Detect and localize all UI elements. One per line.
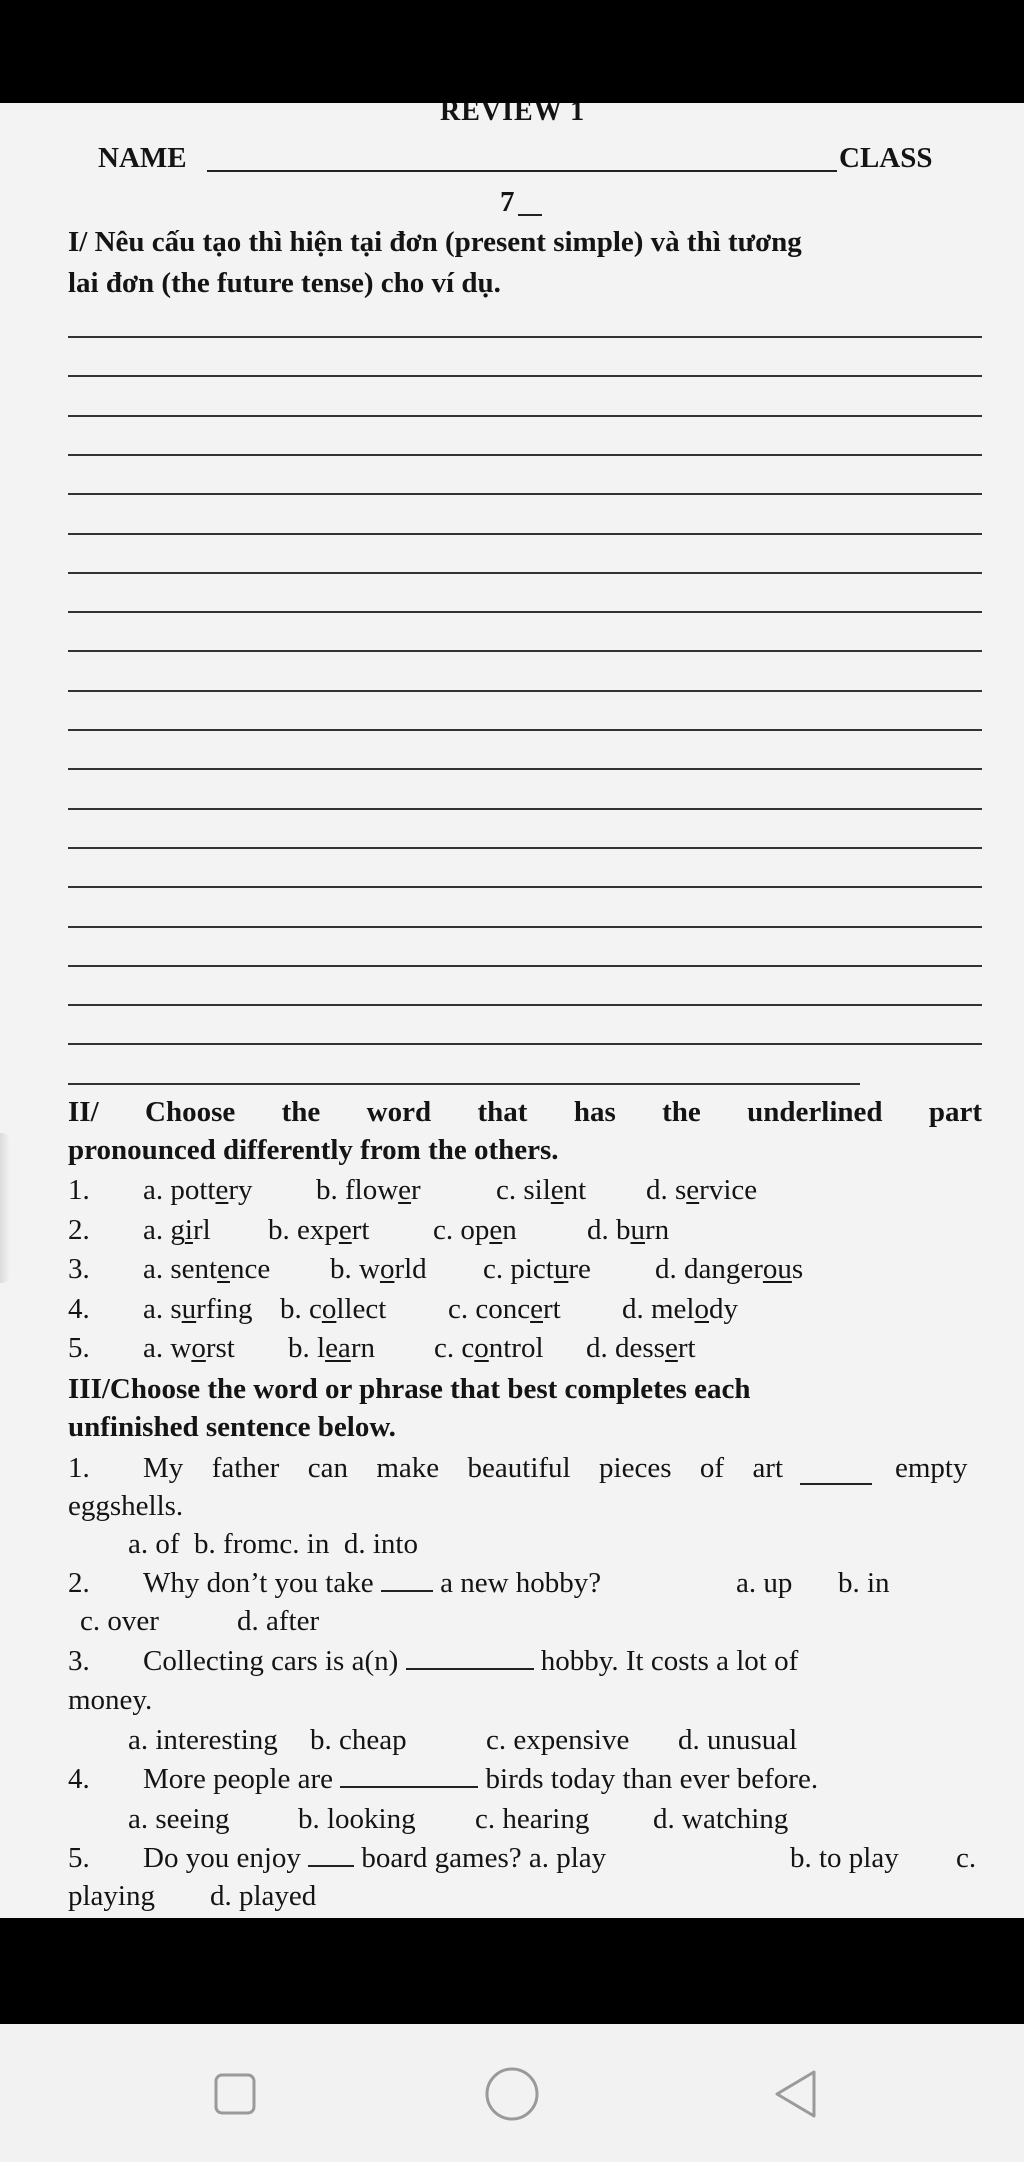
worksheet-page — [0, 103, 1024, 1918]
option-text: ntrol — [488, 1332, 544, 1364]
answer-line — [68, 415, 982, 417]
q5-before: Do you enjoy — [143, 1842, 301, 1874]
q1-stem-word: father — [211, 1452, 280, 1484]
q2-after: a new hobby? — [440, 1567, 602, 1599]
question-number: 5. — [68, 1332, 90, 1364]
section2-heading-word: word — [366, 1096, 432, 1128]
q4-option-d: d. watching — [653, 1803, 789, 1835]
bottom-black-bar — [0, 1918, 1024, 2024]
pronunciation-option — [587, 1213, 669, 1247]
question-number: 3. — [68, 1253, 90, 1285]
q2-option-c: c. over — [80, 1605, 159, 1637]
q1-option-b: b. from — [194, 1528, 280, 1560]
underlined-letters: o — [191, 1332, 206, 1364]
answer-line — [68, 611, 982, 613]
underlined-letters: o — [321, 1292, 337, 1325]
option-text: rn — [350, 1332, 375, 1364]
section2-heading-word: Choose — [145, 1096, 236, 1128]
q5-stem — [143, 1841, 606, 1875]
q5-number: 5. — [68, 1842, 90, 1874]
pronunciation-option — [655, 1252, 803, 1286]
option-text: c. conc — [448, 1292, 531, 1325]
section2-heading-word: II/ — [68, 1096, 99, 1128]
pronunciation-option — [143, 1173, 253, 1207]
section2-heading-word: part — [928, 1096, 983, 1128]
q5-option-d: d. played — [210, 1880, 317, 1912]
option-text: b. w — [330, 1253, 380, 1285]
q3-after: hobby. It costs a lot of — [540, 1645, 799, 1677]
pronunciation-option — [586, 1331, 696, 1365]
q1-stem-word: beautiful — [467, 1452, 571, 1484]
q5-after: board games? — [361, 1842, 522, 1874]
section1-instruction-line2: lai đơn (the future tense) cho ví dụ. — [68, 267, 501, 299]
underlined-letters: e — [489, 1213, 503, 1246]
underlined-letters: e — [338, 1213, 352, 1246]
q1-after-blank: empty — [895, 1452, 968, 1484]
option-text: b. exp — [268, 1213, 339, 1246]
question-number: 2. — [68, 1213, 90, 1246]
q1-stem-word: My — [143, 1452, 184, 1484]
q2-option-b: b. in — [838, 1567, 890, 1599]
underlined-letters: e — [398, 1174, 412, 1206]
answer-line — [68, 965, 982, 967]
option-text: nce — [229, 1253, 271, 1285]
option-text: a. pott — [143, 1174, 216, 1206]
section2-heading-word: that — [477, 1096, 528, 1128]
underlined-letters: e — [215, 1174, 229, 1206]
pronunciation-option — [143, 1252, 270, 1286]
answer-line — [68, 533, 982, 535]
q2-option-d: d. after — [237, 1605, 320, 1637]
answer-line — [68, 650, 982, 652]
underlined-letters: o — [379, 1253, 395, 1285]
circle-icon — [484, 2066, 540, 2122]
q1-stem-word: art — [752, 1452, 784, 1484]
top-black-bar — [0, 0, 1024, 103]
underlined-letters: ea — [325, 1332, 351, 1364]
pronunciation-option — [496, 1173, 586, 1207]
q1-stem-word: make — [376, 1452, 440, 1484]
answer-line — [68, 926, 982, 928]
q1-option-d: d. into — [343, 1528, 418, 1560]
q5-answer-blank — [308, 1841, 354, 1867]
underlined-letters: u — [553, 1253, 569, 1285]
q5-option-c-label: c. — [956, 1842, 977, 1874]
answer-line — [68, 336, 982, 338]
question-number: 1. — [68, 1174, 90, 1206]
worksheet-title: REVIEW 1 — [440, 103, 586, 127]
q3-stem — [143, 1644, 798, 1678]
class-label: CLASS — [839, 142, 933, 174]
option-text: rvice — [699, 1174, 758, 1206]
option-text: a. w — [143, 1332, 192, 1364]
option-text: d. mel — [622, 1292, 695, 1325]
option-text: c. c — [434, 1332, 475, 1364]
option-text: a. sent — [143, 1253, 218, 1285]
section2-heading-word: has — [573, 1096, 616, 1128]
q3-option-d: d. unusual — [678, 1724, 798, 1756]
q3-option-c: c. expensive — [486, 1724, 630, 1756]
option-text: rfing — [196, 1292, 253, 1325]
q3-stem-line2: money. — [68, 1684, 153, 1716]
q4-option-c: c. hearing — [475, 1803, 590, 1835]
answer-line — [68, 808, 982, 810]
option-text: r — [411, 1174, 421, 1206]
section3-heading-line2: unfinished sentence below. — [68, 1411, 396, 1443]
q1-option-c: c. in — [279, 1528, 330, 1560]
underlined-letters: ou — [762, 1253, 792, 1285]
option-text: c. pict — [483, 1253, 554, 1285]
q3-number: 3. — [68, 1645, 90, 1677]
option-text: nt — [563, 1174, 587, 1206]
name-blank — [207, 170, 837, 172]
answer-line — [68, 1004, 982, 1006]
underlined-letters: o — [694, 1292, 709, 1325]
q1-options — [128, 1527, 418, 1561]
pronunciation-option — [316, 1173, 421, 1207]
pronunciation-option — [280, 1292, 386, 1326]
q3-option-b: b. cheap — [310, 1724, 407, 1756]
pronunciation-option — [143, 1331, 235, 1365]
underlined-letters: e — [550, 1174, 564, 1206]
home-button[interactable] — [482, 2064, 542, 2124]
option-text: rt — [351, 1213, 370, 1246]
q3-answer-blank — [406, 1644, 534, 1670]
answer-line — [68, 454, 982, 456]
pronunciation-option — [330, 1252, 427, 1286]
q1-stem-word: can — [307, 1452, 348, 1484]
pronunciation-option — [268, 1213, 369, 1247]
system-navigation-bar — [0, 2024, 1024, 2162]
option-text: n — [502, 1213, 517, 1246]
q4-option-b: b. looking — [298, 1803, 416, 1835]
underlined-letters: e — [686, 1174, 700, 1206]
q4-number: 4. — [68, 1763, 90, 1795]
back-button[interactable] — [765, 2064, 825, 2124]
q4-answer-blank — [340, 1762, 478, 1788]
square-icon — [213, 2072, 257, 2116]
answer-line — [68, 690, 982, 692]
back-triangle-icon — [771, 2068, 819, 2120]
option-text: dy — [709, 1292, 738, 1325]
section1-instruction-line1: I/ Nêu cấu tạo thì hiện tại đơn (present simple) và thì tương — [68, 226, 802, 258]
class-value: 7 — [500, 186, 515, 218]
option-text: c. op — [433, 1213, 490, 1246]
option-text: b. flow — [316, 1174, 399, 1206]
section2-heading-word: the — [662, 1096, 701, 1128]
underlined-letters: e — [217, 1253, 230, 1285]
option-text: b. c — [280, 1292, 322, 1325]
underlined-letters: u — [181, 1292, 197, 1325]
q1-option-a: a. of — [128, 1528, 180, 1560]
section2-heading-line1 — [68, 1095, 982, 1129]
answer-line — [68, 1043, 982, 1045]
answer-line — [68, 886, 982, 888]
option-text: a. s — [143, 1292, 182, 1325]
answer-line — [68, 375, 982, 377]
pronunciation-option — [448, 1292, 561, 1326]
pronunciation-option — [483, 1252, 591, 1286]
underlined-letters: o — [474, 1332, 489, 1364]
answer-line — [68, 493, 982, 495]
class-blank — [518, 214, 542, 216]
answer-line — [68, 768, 982, 770]
answer-line — [68, 572, 982, 574]
section2-heading-word: underlined — [747, 1096, 883, 1128]
option-text: ry — [228, 1174, 253, 1206]
q5-option-c-text: playing — [68, 1880, 155, 1912]
pronunciation-option — [646, 1173, 757, 1207]
option-text: rn — [645, 1213, 670, 1246]
option-text: d. dess — [586, 1332, 665, 1364]
q1-stem-line1 — [143, 1451, 783, 1485]
section2-heading-line2: pronounced differently from the others. — [68, 1134, 559, 1166]
q4-option-a: a. seeing — [128, 1803, 230, 1835]
option-text: rl — [192, 1213, 211, 1246]
option-text: d. s — [646, 1174, 687, 1206]
q5-option-b: b. to play — [790, 1842, 899, 1874]
option-text: rst — [205, 1332, 235, 1364]
underlined-letters: u — [630, 1213, 645, 1246]
pronunciation-option — [622, 1292, 738, 1326]
q2-answer-blank — [381, 1566, 433, 1592]
q2-before: Why don’t you take — [143, 1567, 374, 1599]
q4-after: birds today than ever before. — [485, 1763, 819, 1795]
page-edge-shadow — [0, 1133, 10, 1283]
q4-before: More people are — [143, 1763, 334, 1795]
answer-line — [68, 1083, 860, 1085]
q5-option-a: a. play — [528, 1842, 607, 1874]
section3-heading-line1: III/Choose the word or phrase that best completes each — [68, 1373, 751, 1405]
underlined-letters: e — [530, 1292, 543, 1325]
option-text: s — [791, 1253, 804, 1285]
q4-stem — [143, 1762, 818, 1796]
underlined-letters: e — [664, 1332, 678, 1364]
q3-before: Collecting cars is a(n) — [143, 1645, 399, 1677]
q1-stem-word: of — [699, 1452, 725, 1484]
option-text: a. g — [143, 1213, 185, 1246]
q2-number: 2. — [68, 1567, 90, 1599]
option-text: rld — [394, 1253, 427, 1285]
pronunciation-option — [143, 1292, 253, 1326]
option-text: d. danger — [655, 1253, 763, 1285]
pronunciation-option — [433, 1213, 517, 1247]
pronunciation-option — [288, 1331, 375, 1365]
q1-stem-line2: eggshells. — [68, 1490, 184, 1522]
option-text: rt — [543, 1292, 561, 1325]
pronunciation-option — [434, 1331, 544, 1365]
name-label: NAME — [98, 142, 187, 174]
q1-answer-blank — [800, 1459, 872, 1485]
q2-stem — [143, 1566, 601, 1600]
section2-heading-word: the — [281, 1096, 321, 1128]
answer-line — [68, 729, 982, 731]
question-number: 4. — [68, 1292, 90, 1325]
option-text: rt — [677, 1332, 696, 1364]
option-text: b. l — [288, 1332, 326, 1364]
option-text: d. b — [587, 1213, 631, 1246]
recents-button[interactable] — [205, 2064, 265, 2124]
option-text: c. sil — [496, 1174, 551, 1206]
q2-option-a: a. up — [736, 1567, 793, 1599]
underlined-letters: i — [184, 1213, 193, 1246]
option-text: llect — [336, 1292, 387, 1325]
answer-line — [68, 847, 982, 849]
q1-stem-word: pieces — [599, 1452, 672, 1484]
pronunciation-option — [143, 1213, 211, 1247]
option-text: re — [568, 1253, 591, 1285]
q1-number: 1. — [68, 1452, 90, 1484]
q3-option-a: a. interesting — [128, 1724, 278, 1756]
